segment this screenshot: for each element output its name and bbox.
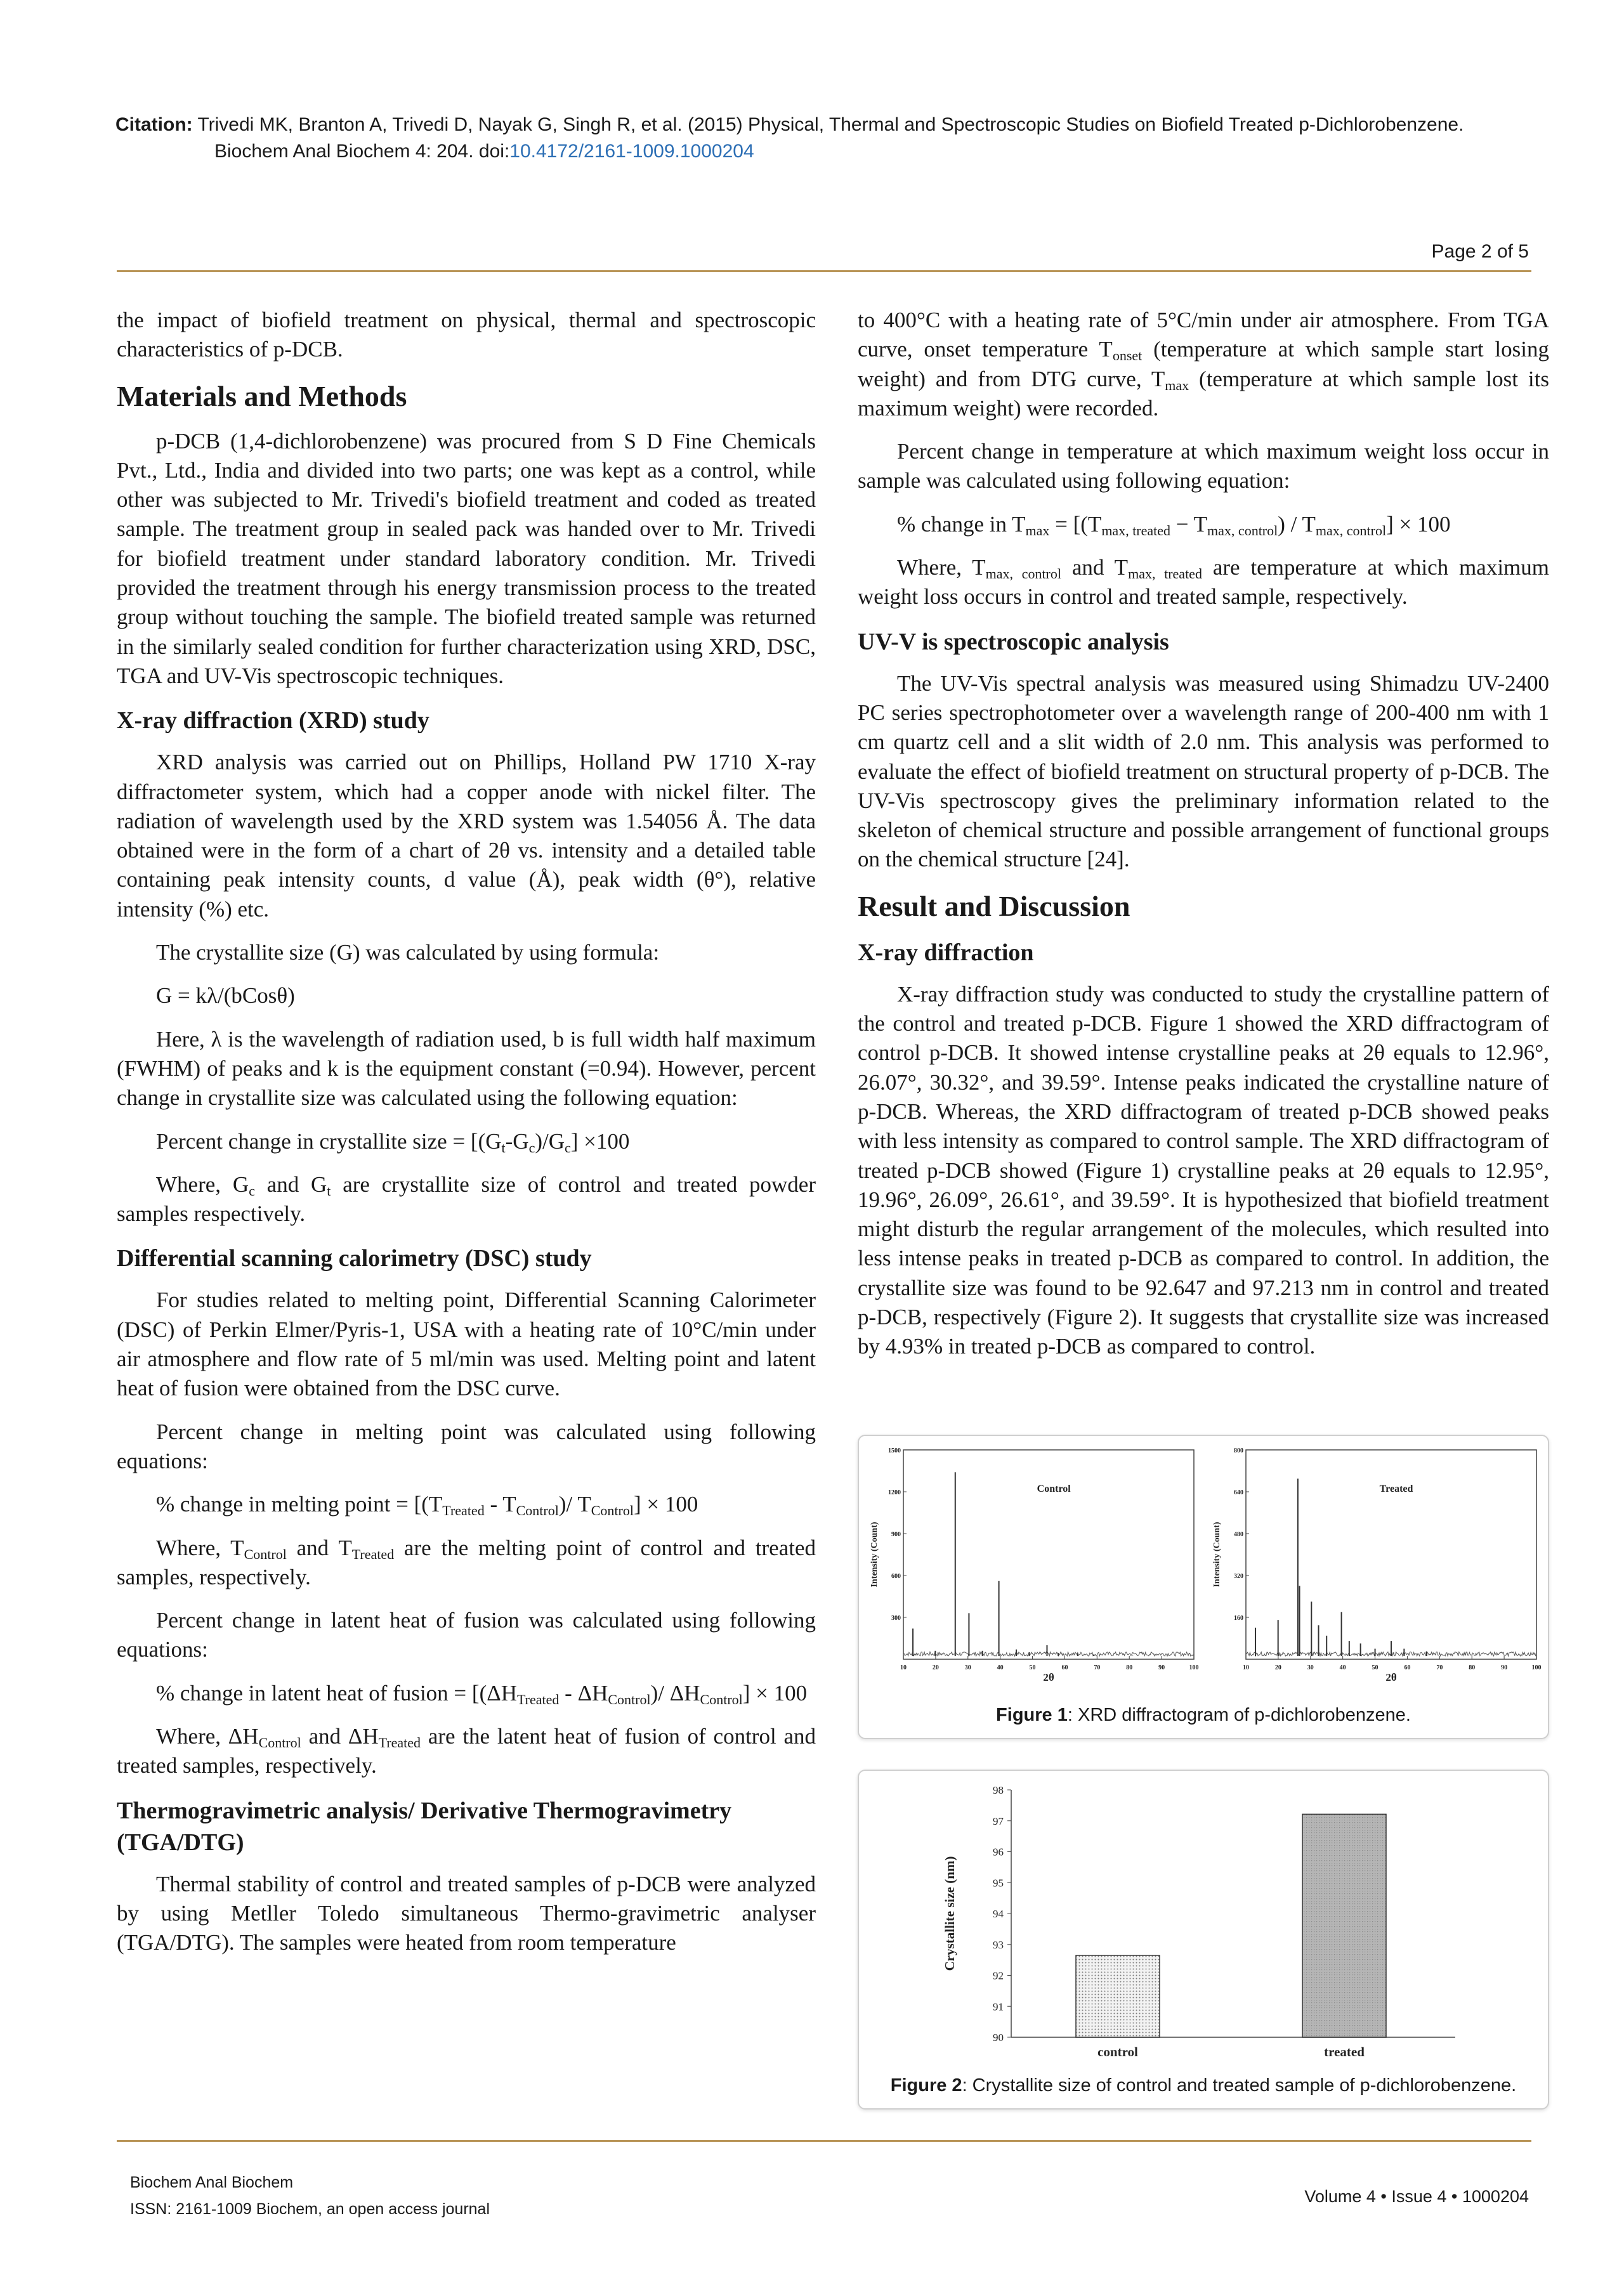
control-ytick-label-2: 900	[891, 1531, 901, 1538]
where-max-paragraph: Where, $T_{max, control}$ and $T_{max, treated}$ are temperature at which maximum weight loss occurs in control and treated sample, respectively.	[858, 555, 1549, 610]
crystallite-paragraph: The crystallite size (G) was calculated by using formula:	[156, 940, 660, 965]
xrd-diffractogram	[859, 1436, 1548, 1702]
equation-latent-heat: % change in latent heat of fusion = [$(\Delta H_{Treated} - \Delta H_{Control})/$ $\Delta H_{Control}] \times 100$	[156, 1680, 808, 1707]
where-h-paragraph: Where, $\Delta H_{Control}$ and $\Delta H_{Treated}$ are the latent heat of fusion of control and treated samples, respectively.	[117, 1723, 816, 1778]
treated-xtick-label-5: 60	[1404, 1664, 1411, 1671]
equation-g: G = kλ/(bCosθ)	[156, 983, 295, 1008]
treated-xtick-label-9: 100	[1531, 1664, 1542, 1671]
heading-materials: Materials and Methods	[117, 379, 407, 412]
treated-xtick-label-7: 80	[1469, 1664, 1476, 1671]
treated-plot-frame	[1246, 1450, 1536, 1659]
control-xtick-label-0: 10	[900, 1664, 907, 1671]
control-ytick-label-4: 1500	[888, 1447, 901, 1454]
control-baseline	[903, 1652, 1194, 1657]
right-column	[858, 306, 1549, 1376]
xrd-paragraph: XRD analysis was carried out on Phillips, Holland PW 1710 X-ray diffractometer system, which had a copper anode with nickel filter. The radiation of wavelength used by the XRD system was 1.54056 Å. The data obtained were in the form of a chart of 2θ vs. intensity and a detailed table containing peak intensity counts, d value (Å), peak width (θ°), relative intensity (%) etc.	[117, 750, 816, 922]
figure-2	[858, 1770, 1549, 2110]
treated-ytick-label-2: 480	[1234, 1531, 1243, 1538]
xray-paragraph: X-ray diffraction study was conducted to study the crystalline pattern of the control and treated p-DCB. Figure 1 showed the XRD diffractogram of control p-DCB. It showed intense crystalline peaks at 2θ equals to 12.96°, 26.07°, 30.32°, and 39.59°. Intense peaks indicated the crystalline nature of p-DCB. Whereas, the XRD diffractogram of treated p-DCB showed peaks with less intensity as compared to control sample. The XRD diffractogram of treated p-DCB showed (Figure 1) crystalline peaks at 2θ equals to 12.95°, 19.96°, 26.09°, 26.61°, and 39.59°. It is hypothesized that biofield treatment might disturb the regular arrangement of the molecules, which resulted into less intense peaks in treated p-DCB as compared to control. In addition, the crystallite size was found to be 92.647 and 97.213 nm in control and treated p-DCB, respectively (Figure 2). It suggests that crystallite size was increased by 4.93% in treated p-DCB as compared to control.	[858, 981, 1549, 1359]
bar-ytick-label-6: 96	[993, 1846, 1004, 1858]
here-paragraph: Here, λ is the wavelength of radiation used, b is full width half maximum (FWHM) of peaks and k is the equipment constant (=0.94). However, percent change in crystallite size was calculated using the following equation:	[117, 1026, 816, 1111]
citation	[115, 112, 1543, 165]
treated-y-axis-label: Intensity (Count)	[1212, 1522, 1222, 1588]
latent-heat-paragraph: Percent change in latent heat of fusion was calculated using following equations:	[117, 1608, 816, 1662]
treated-xtick-label-4: 50	[1372, 1664, 1378, 1671]
bar-ytick-label-2: 92	[993, 1969, 1004, 1982]
treated-ytick-label-4: 800	[1234, 1447, 1243, 1454]
control-y-axis-label: Intensity (Count)	[870, 1522, 879, 1588]
treated-panel-title: Treated	[1379, 1484, 1413, 1494]
treated-xtick-label-3: 40	[1339, 1664, 1346, 1671]
bar-ytick-label-3: 93	[993, 1938, 1004, 1951]
control-ytick-label-0: 300	[891, 1615, 901, 1622]
citation-line1: Trivedi MK, Branton A, Trivedi D, Nayak G, Singh R, et al. (2015) Physical, Thermal and Spectroscopic Studies on Biofield Treated p-Dichlorobenzene.	[197, 114, 1464, 135]
control-panel-title: Control	[1037, 1484, 1071, 1494]
figure-2-caption: Figure 2: Crystallite size of control and treated sample of p-dichlorobenzene.	[890, 2075, 1517, 2096]
control-xtick-label-2: 30	[964, 1664, 971, 1671]
materials-paragraph: p-DCB (1,4-dichlorobenzene) was procured from S D Fine Chemicals Pvt., Ltd., India and divided into two parts; one was kept as a control, while other was subjected to Mr. Trivedi's biofield treatment and coded as treated sample. The treatment group in sealed pack was handed over to Mr. Trivedi for biofield treatment under standard laboratory condition. Mr. Trivedi provided the treatment through his energy transmission process to the treated group without touching the sample. The biofield treated sample was returned in the similarly sealed condition for further characterization using XRD, DSC, TGA and UV-Vis spectroscopic techniques.	[117, 428, 816, 688]
bar-category-label-control: control	[1097, 2044, 1138, 2059]
control-x-axis-label: 2θ	[1043, 1671, 1054, 1683]
control-xtick-label-6: 70	[1094, 1664, 1101, 1671]
control-xtick-label-7: 80	[1126, 1664, 1133, 1671]
dsc-paragraph: For studies related to melting point, Differential Scanning Calorimeter (DSC) of Perkin Elmer/Pyris-1, USA with a heating rate of 10°C/min under air atmosphere and flow rate of 5 ml/min was used. Melting point and latent heat of fusion were obtained from the DSC curve.	[117, 1288, 816, 1401]
control-xtick-label-8: 90	[1158, 1664, 1165, 1671]
where-g-paragraph: Where, $G_c$ and $G_t$ are crystallite size of control and treated powder samples respectively.	[117, 1171, 816, 1227]
bar-treated	[1302, 1814, 1386, 2037]
equation-melting-point: % change in melting point = [$(T_{Treated} - T_{Control})/$ $T_{Control}] \times 100$	[156, 1492, 698, 1519]
intro-text: the impact of biofield treatment on physical, thermal and spectroscopic characteristics of p-DCB.	[117, 308, 816, 362]
bar-ytick-label-5: 95	[993, 1877, 1004, 1889]
control-ytick-label-3: 1200	[888, 1489, 901, 1496]
percent-change-paragraph: Percent change in temperature at which maximum weight loss occur in sample was calculated using following equation:	[858, 439, 1549, 493]
figure-1-caption: Figure 1: XRD diffractogram of p-dichlorobenzene.	[996, 1705, 1411, 1725]
bar-ytick-label-7: 97	[993, 1815, 1004, 1827]
treated-ytick-label-1: 320	[1234, 1573, 1243, 1580]
equation-tmax: % change in $T_{max} = [(T_{max, treated} - T_{max, control}) / T_{max, control}] \times 100$	[897, 511, 1451, 538]
treated-xtick-label-8: 90	[1501, 1664, 1508, 1671]
treated-x-axis-label: 2θ	[1385, 1671, 1397, 1683]
heading-uv: UV-V is spectroscopic analysis	[858, 628, 1169, 655]
bar-ytick-label-0: 90	[993, 2032, 1004, 2044]
treated-ytick-label-0: 160	[1234, 1615, 1243, 1622]
issn: ISSN: 2161-1009 Biochem, an open access journal	[130, 2200, 490, 2218]
equation-percent-crystallite: Percent change in crystallite size = $[(G_t-G_c)/G_c] \times 100$	[156, 1128, 630, 1156]
treated-xtick-label-0: 10	[1243, 1664, 1249, 1671]
treated-xtick-label-1: 20	[1274, 1664, 1281, 1671]
bar-y-axis-label: Crystallite size (nm)	[942, 1856, 957, 1971]
crystallite-size-bar-chart	[859, 1771, 1548, 2069]
heading-xrd-study: X-ray diffraction (XRD) study	[117, 707, 429, 734]
figure-1	[858, 1435, 1549, 1739]
control-ytick-label-1: 600	[891, 1573, 901, 1580]
uv-paragraph: The UV-Vis spectral analysis was measured using Shimadzu UV-2400 PC series spectrophotometer over a wavelength range of 200-400 nm with 1 cm quartz cell and a slit width of 2.0 nm. This analysis was performed to evaluate the effect of biofield treatment on structural property of p-DCB. The UV-Vis spectroscopy gives the preliminary information related to the skeleton of chemical structure and possible arrangement of functional groups on the chemical structure [24].	[858, 670, 1549, 872]
treated-xtick-label-6: 70	[1436, 1664, 1443, 1671]
bar-ytick-label-4: 94	[993, 1908, 1004, 1920]
left-column	[117, 306, 816, 1971]
control-xtick-label-1: 20	[932, 1664, 939, 1671]
journal-name: Biochem Anal Biochem	[130, 2174, 294, 2191]
control-xtick-label-5: 60	[1061, 1664, 1068, 1671]
treated-ytick-label-3: 640	[1234, 1489, 1243, 1496]
footer-rule	[117, 2140, 1531, 2142]
bar-ytick-label-1: 91	[993, 2000, 1004, 2013]
heading-result: Result and Discussion	[858, 889, 1130, 922]
tga-continued-paragraph: to 400°C with a heating rate of 5°C/min under air atmosphere. From TGA curve, onset temperature $T_{onset}$ (temperature at which sample start losing weight) and from DTG curve, $T_{max}$ (temperature at which sample lost its maximum weight) were recorded.	[858, 308, 1549, 421]
footer-journal	[130, 2169, 490, 2222]
volume-issue: Volume 4 • Issue 4 • 1000204	[1304, 2187, 1529, 2206]
tga-paragraph: Thermal stability of control and treated samples of p-DCB were analyzed by using Metller Toledo simultaneous Thermo-gravimetric analyser (TGA/DTG). The samples were heated from room temperature	[117, 1871, 816, 1955]
page-number: Page 2 of 5	[1431, 241, 1529, 262]
bar-ytick-label-8: 98	[993, 1784, 1004, 1796]
bar-category-label-treated: treated	[1324, 2044, 1365, 2059]
control-xtick-label-3: 40	[997, 1664, 1004, 1671]
doi-link[interactable]: 10.4172/2161-1009.1000204	[509, 141, 754, 162]
treated-xtick-label-2: 30	[1307, 1664, 1314, 1671]
melting-paragraph: Percent change in melting point was calculated using following equations:	[117, 1419, 816, 1473]
heading-dsc-study: Differential scanning calorimetry (DSC) study	[117, 1245, 592, 1272]
citation-label: Citation:	[115, 114, 193, 135]
bar-control	[1076, 1955, 1160, 2037]
heading-xray-diffraction: X-ray diffraction	[858, 939, 1034, 966]
citation-line2: Biochem Anal Biochem 4: 204. doi:	[214, 141, 510, 162]
control-xtick-label-4: 50	[1029, 1664, 1036, 1671]
control-xtick-label-9: 100	[1189, 1664, 1199, 1671]
heading-tga: Thermogravimetric analysis/ Derivative Thermogravimetry (TGA/DTG)	[117, 1797, 732, 1856]
header-rule	[117, 270, 1531, 272]
where-t-paragraph: Where, $T_{Control}$ and $T_{Treated}$ are the melting point of control and treated samples, respectively.	[117, 1535, 816, 1589]
control-plot-frame	[903, 1450, 1194, 1659]
